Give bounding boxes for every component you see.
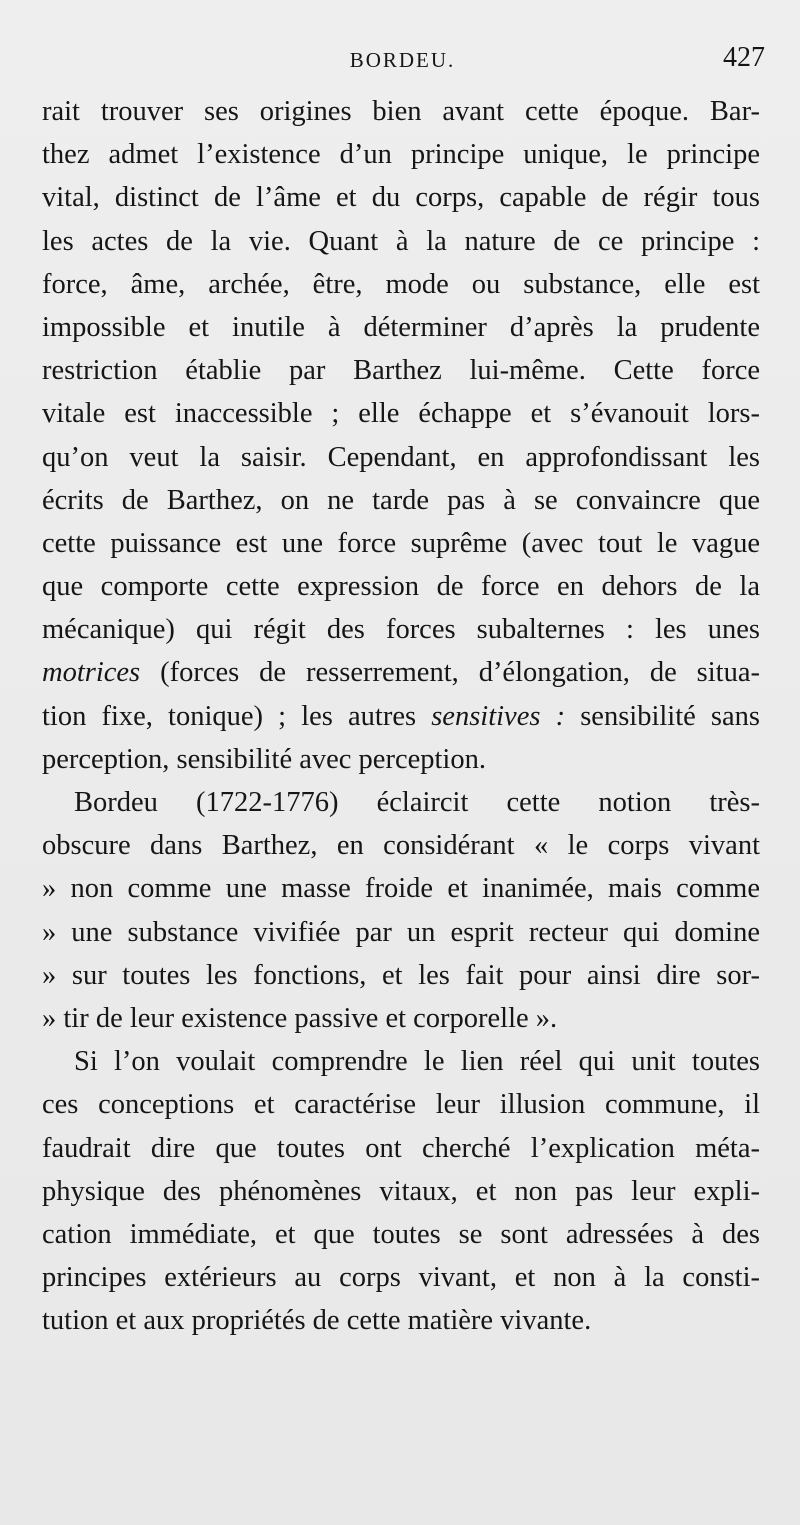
paragraph-2 [42,781,760,1040]
text-line: cette puissance est une force suprême (avec tout le vague [42,527,760,559]
text-line: mécanique) qui régit des forces subalternes : les unes [42,614,760,646]
page-number: 427 [723,42,765,73]
italic-term: motrices [42,657,141,689]
italic-term: sensitives : [431,700,566,732]
text-line: que comporte cette expression de force en dehors de la [42,571,760,603]
text-segment: sensibilité sans [565,700,761,732]
text-line: » non comme une masse froide et inanimée, mais comme [42,873,760,905]
body-text [42,90,760,1342]
text-line: obscure dans Barthez, en considérant « le corps vivant [42,830,760,862]
text-line-motrices [42,651,760,694]
text-line: vital, distinct de l’âme et du corps, capable de régir tous [42,182,760,214]
text-line: restriction établie par Barthez lui-même. Cette force [42,355,760,387]
text-segment: (forces de resserrement, d’élongation, de situa- [140,657,760,689]
text-line: cation immédiate, et que toutes se sont adressées à des [42,1218,760,1250]
text-line: Bordeu (1722-1776) éclaircit cette notion très- [74,787,760,818]
page-header [40,42,765,78]
text-line: ces conceptions et caractérise leur illusion commune, il [42,1089,760,1121]
text-line: physique des phénomènes vitaux, et non pas leur expli- [42,1175,760,1207]
text-line: » tir de leur existence passive et corporelle ». [42,1002,558,1034]
text-line: vitale est inaccessible ; elle échappe et s’évanouit lors- [42,398,760,430]
text-line: perception, sensibilité avec perception. [42,743,486,775]
text-line: écrits de Barthez, on ne tarde pas à se convaincre que [42,484,760,516]
text-line: tution et aux propriétés de cette matière vivante. [42,1305,592,1337]
text-line: force, âme, archée, être, mode ou substance, elle est [42,268,760,300]
paragraph-1 [42,90,760,781]
text-line: les actes de la vie. Quant à la nature de ce principe : [42,225,760,257]
text-line: » sur toutes les fonctions, et les fait pour ainsi dire sor- [42,959,760,991]
text-segment: tion fixe, tonique) ; les autres [42,700,432,732]
paragraph-3 [42,1040,760,1342]
text-line: impossible et inutile à déterminer d’après la prudente [42,311,760,343]
text-line: thez admet l’existence d’un principe unique, le principe [42,139,760,171]
text-line: faudrait dire que toutes ont cherché l’explication méta- [42,1132,760,1164]
running-head: BORDEU. [349,48,456,72]
text-line: Si l’on voulait comprendre le lien réel qui unit toutes [74,1046,760,1078]
text-line: rait trouver ses origines bien avant cette époque. Bar- [42,96,760,127]
text-line: principes extérieurs au corps vivant, et non à la consti- [42,1262,760,1294]
text-line: qu’on veut la saisir. Cependant, en approfondissant les [42,441,760,473]
text-line-sensitives [42,695,760,738]
text-line: » une substance vivifiée par un esprit recteur qui domine [42,916,760,948]
